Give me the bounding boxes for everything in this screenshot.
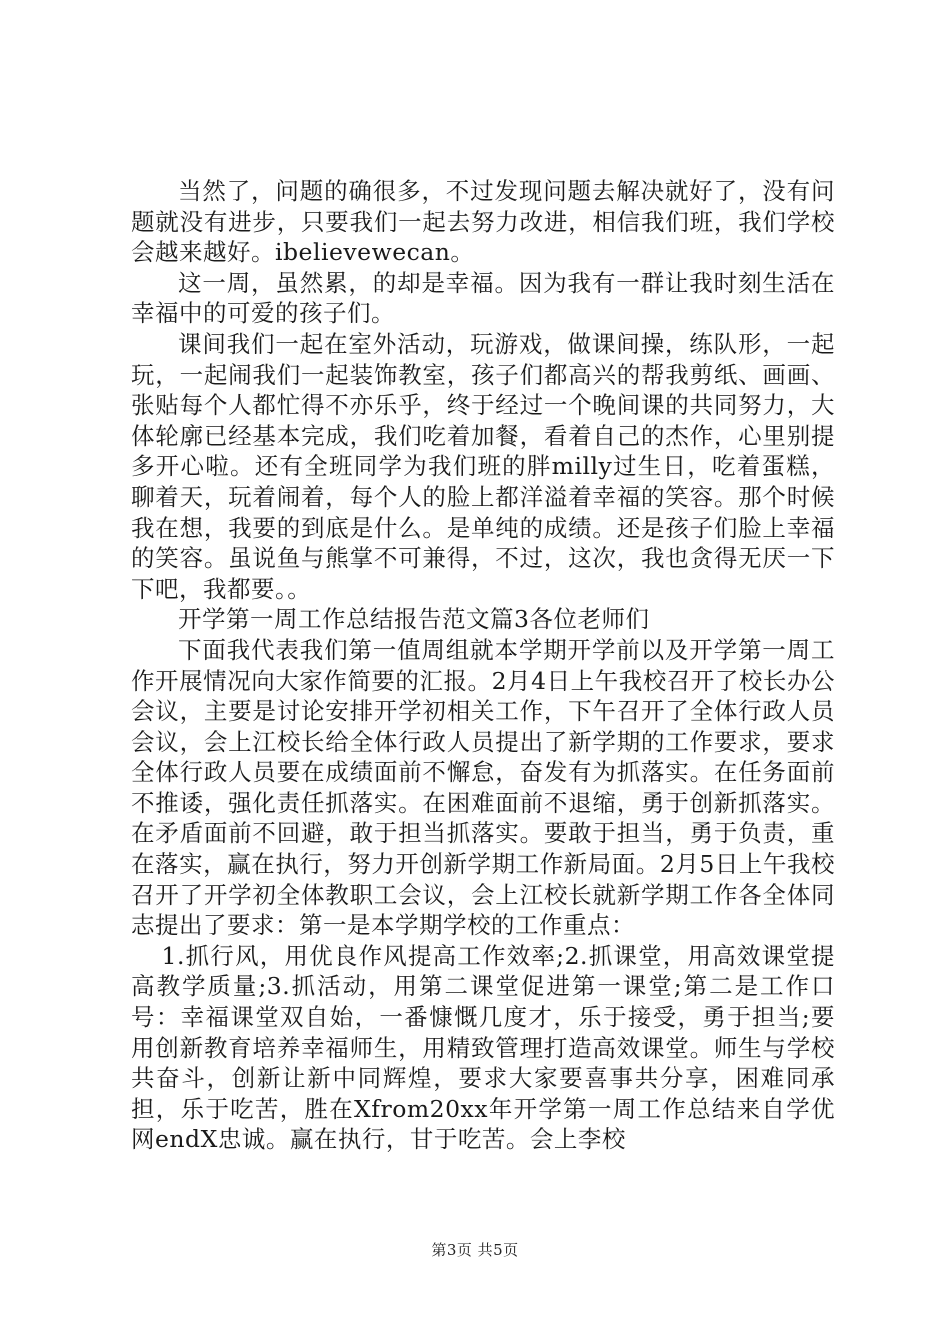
section-heading: 开学第一周工作总结报告范文篇3各位老师们: [178, 605, 650, 634]
paragraph-1: 当然了，问题的确很多，不过发现问题去解决就好了，没有问题就没有进步，只要我们一起去努力改进，相信我们班，我们学校会越来越好。ibelievewecan。: [131, 177, 835, 267]
document-body: [131, 176, 835, 1155]
paragraph-5: 下面我代表我们第一值周组就本学期开学前以及开学第一周工作开展情况向大家作简要的汇报。2月4日上午我校召开了校长办公会议，主要是讨论安排开学初相关工作，下午召开了全体行政人员会议，会上江校长给全体行政人员提出了新学期的工作要求，要求全体行政人员要在成绩面前不懈怠，奋发有为抓落实。在任务面前不推诿，强化责任抓落实。在困难面前不退缩，勇于创新抓落实。在矛盾面前不回避，敢于担当抓落实。要敢于担当，勇于负责，重在落实，赢在执行，努力开创新学期工作新局面。2月5日上午我校召开了开学初全体教职工会议，会上江校长就新学期工作各全体同志提出了要求：第一是本学期学校的工作重点：: [131, 635, 835, 940]
page-footer: 第3页 共5页: [431, 1241, 519, 1259]
paragraph-6: 1.抓行风，用优良作风提高工作效率;2.抓课堂，用高效课堂提高教学质量;3.抓活动，用第二课堂促进第一课堂;第二是工作口号：幸福课堂双自始，一番慷慨几度才，乐于接受，勇于担当;要用创新教育培养幸福师生，用精致管理打造高效课堂。师生与学校共奋斗，创新让新中同辉煌，要求大家要喜事共分享，困难同承担，乐于吃苦，胜在Xfrom20xx年开学第一周工作总结来自学优网endX忠诚。赢在执行，甘于吃苦。会上李校: [131, 941, 835, 1154]
paragraph-2: 这一周，虽然累，的却是幸福。因为我有一群让我时刻生活在幸福中的可爱的孩子们。: [131, 268, 835, 328]
paragraph-3: 课间我们一起在室外活动，玩游戏，做课间操，练队形，一起玩，一起闹我们一起装饰教室，孩子们都高兴的帮我剪纸、画画、张贴每个人都忙得不亦乐乎，终于经过一个晚间课的共同努力，大体轮廓已经基本完成，我们吃着加餐，看着自己的杰作，心里别提多开心啦。还有全班同学为我们班的胖milly过生日，吃着蛋糕，聊着天，玩着闹着，每个人的脸上都洋溢着幸福的笑容。那个时候我在想，我要的到底是什么。是单纯的成绩。还是孩子们脸上幸福的笑容。虽说鱼与熊掌不可兼得，不过，这次，我也贪得无厌一下下吧，我都要。。: [131, 329, 835, 603]
